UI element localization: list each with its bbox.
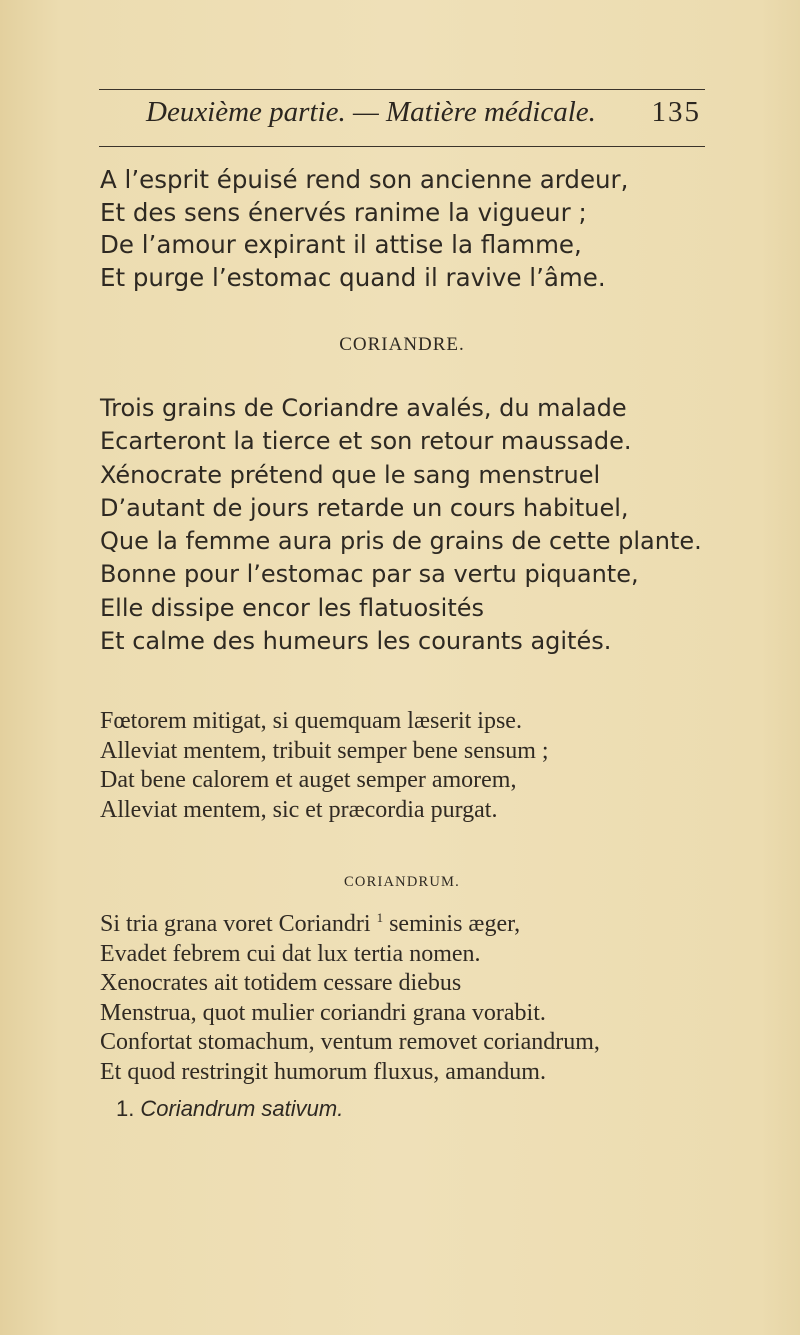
running-header xyxy=(99,96,705,136)
latin-verse-coriandrum xyxy=(100,910,600,1088)
section-heading-coriandre: CORIANDRE. xyxy=(339,334,465,355)
french-verse-coriandre xyxy=(100,392,702,658)
verse-text: Si tria grana voret Coriandri xyxy=(100,911,371,937)
verse-line: De l’amour expirant il attise la flamme, xyxy=(100,230,582,259)
verse-line: Trois grains de Coriandre avalés, du malade xyxy=(100,394,627,422)
verse-line: Xenocrates ait totidem cessare diebus xyxy=(100,970,462,997)
running-title: Deuxième partie. — Matière médicale. xyxy=(146,96,596,128)
verse-line: Ecarteront la tierce et son retour maussade. xyxy=(100,427,632,456)
footnote-text: Coriandrum sativum. xyxy=(140,1096,344,1121)
section-heading-coriandrum: CORIANDRUM. xyxy=(344,874,460,890)
header-rule-bottom xyxy=(99,146,705,147)
verse-line: Bonne pour l’estomac par sa vertu piquante, xyxy=(100,560,639,589)
header-rule-top xyxy=(99,89,705,90)
verse-line: Et calme des humeurs les courants agités. xyxy=(100,627,612,656)
verse-line: Et purge l’estomac quand il ravive l’âme. xyxy=(100,262,606,292)
verse-line: Et quod restringit humorum fluxus, amandum. xyxy=(100,1058,546,1085)
verse-line: Menstrua, quot mulier coriandri grana vorabit. xyxy=(100,999,546,1026)
verse-line: Dat bene calorem et auget semper amorem, xyxy=(100,767,517,794)
verse-line: A l’esprit épuisé rend son ancienne ardeur, xyxy=(100,165,629,194)
footnote-marker: 1. xyxy=(116,1096,135,1121)
verse-line: Xénocrate prétend que le sang menstruel xyxy=(100,460,601,489)
verse-line: Que la femme aura pris de grains de cette plante. xyxy=(100,527,702,556)
verse-line: Fœtorem mitigat, si quemquam læserit ipse. xyxy=(100,708,522,734)
verse-line: Alleviat mentem, tribuit semper bene sensum ; xyxy=(100,737,549,764)
verse-line: Evadet febrem cui dat lux tertia nomen. xyxy=(100,940,481,967)
verse-line: Confortat stomachum, ventum removet coriandrum, xyxy=(100,1029,600,1056)
page-number: 135 xyxy=(651,96,701,128)
verse-line-with-note xyxy=(100,910,600,940)
latin-verse-opening xyxy=(100,707,549,825)
verse-line: Alleviat mentem, sic et præcordia purgat. xyxy=(100,796,498,823)
footnote-reference: 1 xyxy=(376,910,384,925)
french-verse-opening xyxy=(100,164,628,294)
verse-text: seminis æger, xyxy=(389,911,521,937)
footnote xyxy=(116,1096,343,1122)
verse-line: Elle dissipe encor les flatuosités xyxy=(100,593,484,622)
verse-line: D’autant de jours retarde un cours habituel, xyxy=(100,493,629,522)
verse-line: Et des sens énervés ranime la vigueur ; xyxy=(100,197,587,227)
